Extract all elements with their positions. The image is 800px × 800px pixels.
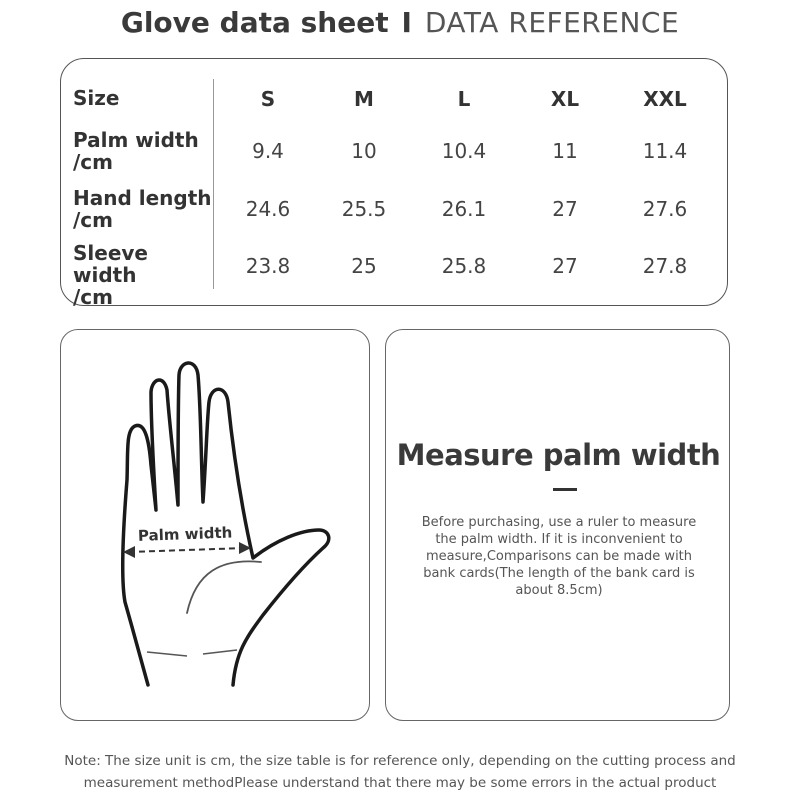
hand-illustration-panel <box>60 329 370 721</box>
row-label <box>73 242 213 308</box>
arrow-head-left <box>123 546 135 558</box>
measure-panel <box>385 329 730 721</box>
table-cell: 25.5 <box>341 197 387 221</box>
wrist-line-left <box>147 652 187 656</box>
palm-width-label: Palm width <box>137 523 233 545</box>
table-cell: 25.8 <box>441 254 487 278</box>
size-header-cell: S <box>260 87 276 111</box>
row-label <box>73 187 213 231</box>
table-cell: 27.8 <box>642 254 688 278</box>
palm-width-arrow <box>129 548 245 552</box>
note-line: measurement methodPlease understand that there may be some errors in the actual product <box>83 775 717 791</box>
table-cell: 11 <box>552 139 578 163</box>
page-title <box>0 4 800 42</box>
row-label-unit: /cm <box>73 208 113 232</box>
table-cell: 27.6 <box>642 197 688 221</box>
size-header-cell: L <box>457 87 471 111</box>
table-cell: 24.6 <box>245 197 291 221</box>
title-underline <box>553 488 577 491</box>
size-table <box>60 58 728 309</box>
size-header-cell: XL <box>550 87 580 111</box>
size-header-cell: XXL <box>643 87 687 111</box>
table-cell: 10 <box>351 139 377 163</box>
row-label-unit: /cm <box>73 150 113 174</box>
note-line: Note: The size unit is cm, the size table is for reference only, depending on the cutting process and <box>64 753 736 769</box>
size-header-label: Size <box>73 86 120 110</box>
table-cell: 27 <box>552 197 578 221</box>
hand-outline-icon <box>61 330 371 722</box>
row-label-line: Palm width <box>73 128 199 152</box>
title-separator: I <box>401 6 412 39</box>
table-cell: 9.4 <box>252 139 284 163</box>
row-label <box>73 129 213 173</box>
table-cell: 26.1 <box>441 197 487 221</box>
table-cell: 25 <box>351 254 377 278</box>
table-cell: 27 <box>552 254 578 278</box>
row-label-unit: /cm <box>73 285 113 309</box>
table-cell: 10.4 <box>441 139 487 163</box>
palm-crease <box>187 561 261 613</box>
title-subtitle: DATA REFERENCE <box>424 6 680 39</box>
row-label-line: Sleeve width <box>73 241 148 287</box>
measure-description: Before purchasing, use a ruler to measure the palm width. If it is inconvenient to measure,Comparisons can be made with bank cards(The length of the bank card is about 8.5cm) <box>421 515 697 598</box>
footer-note <box>40 750 760 794</box>
size-header-cell: M <box>354 87 374 111</box>
measure-title: Measure palm width <box>396 438 721 472</box>
row-label-line: Hand length <box>73 186 212 210</box>
title-main: Glove data sheet <box>120 6 389 39</box>
wrist-line-right <box>203 650 237 654</box>
table-cell: 11.4 <box>642 139 688 163</box>
table-divider <box>213 79 214 289</box>
table-cell: 23.8 <box>245 254 291 278</box>
